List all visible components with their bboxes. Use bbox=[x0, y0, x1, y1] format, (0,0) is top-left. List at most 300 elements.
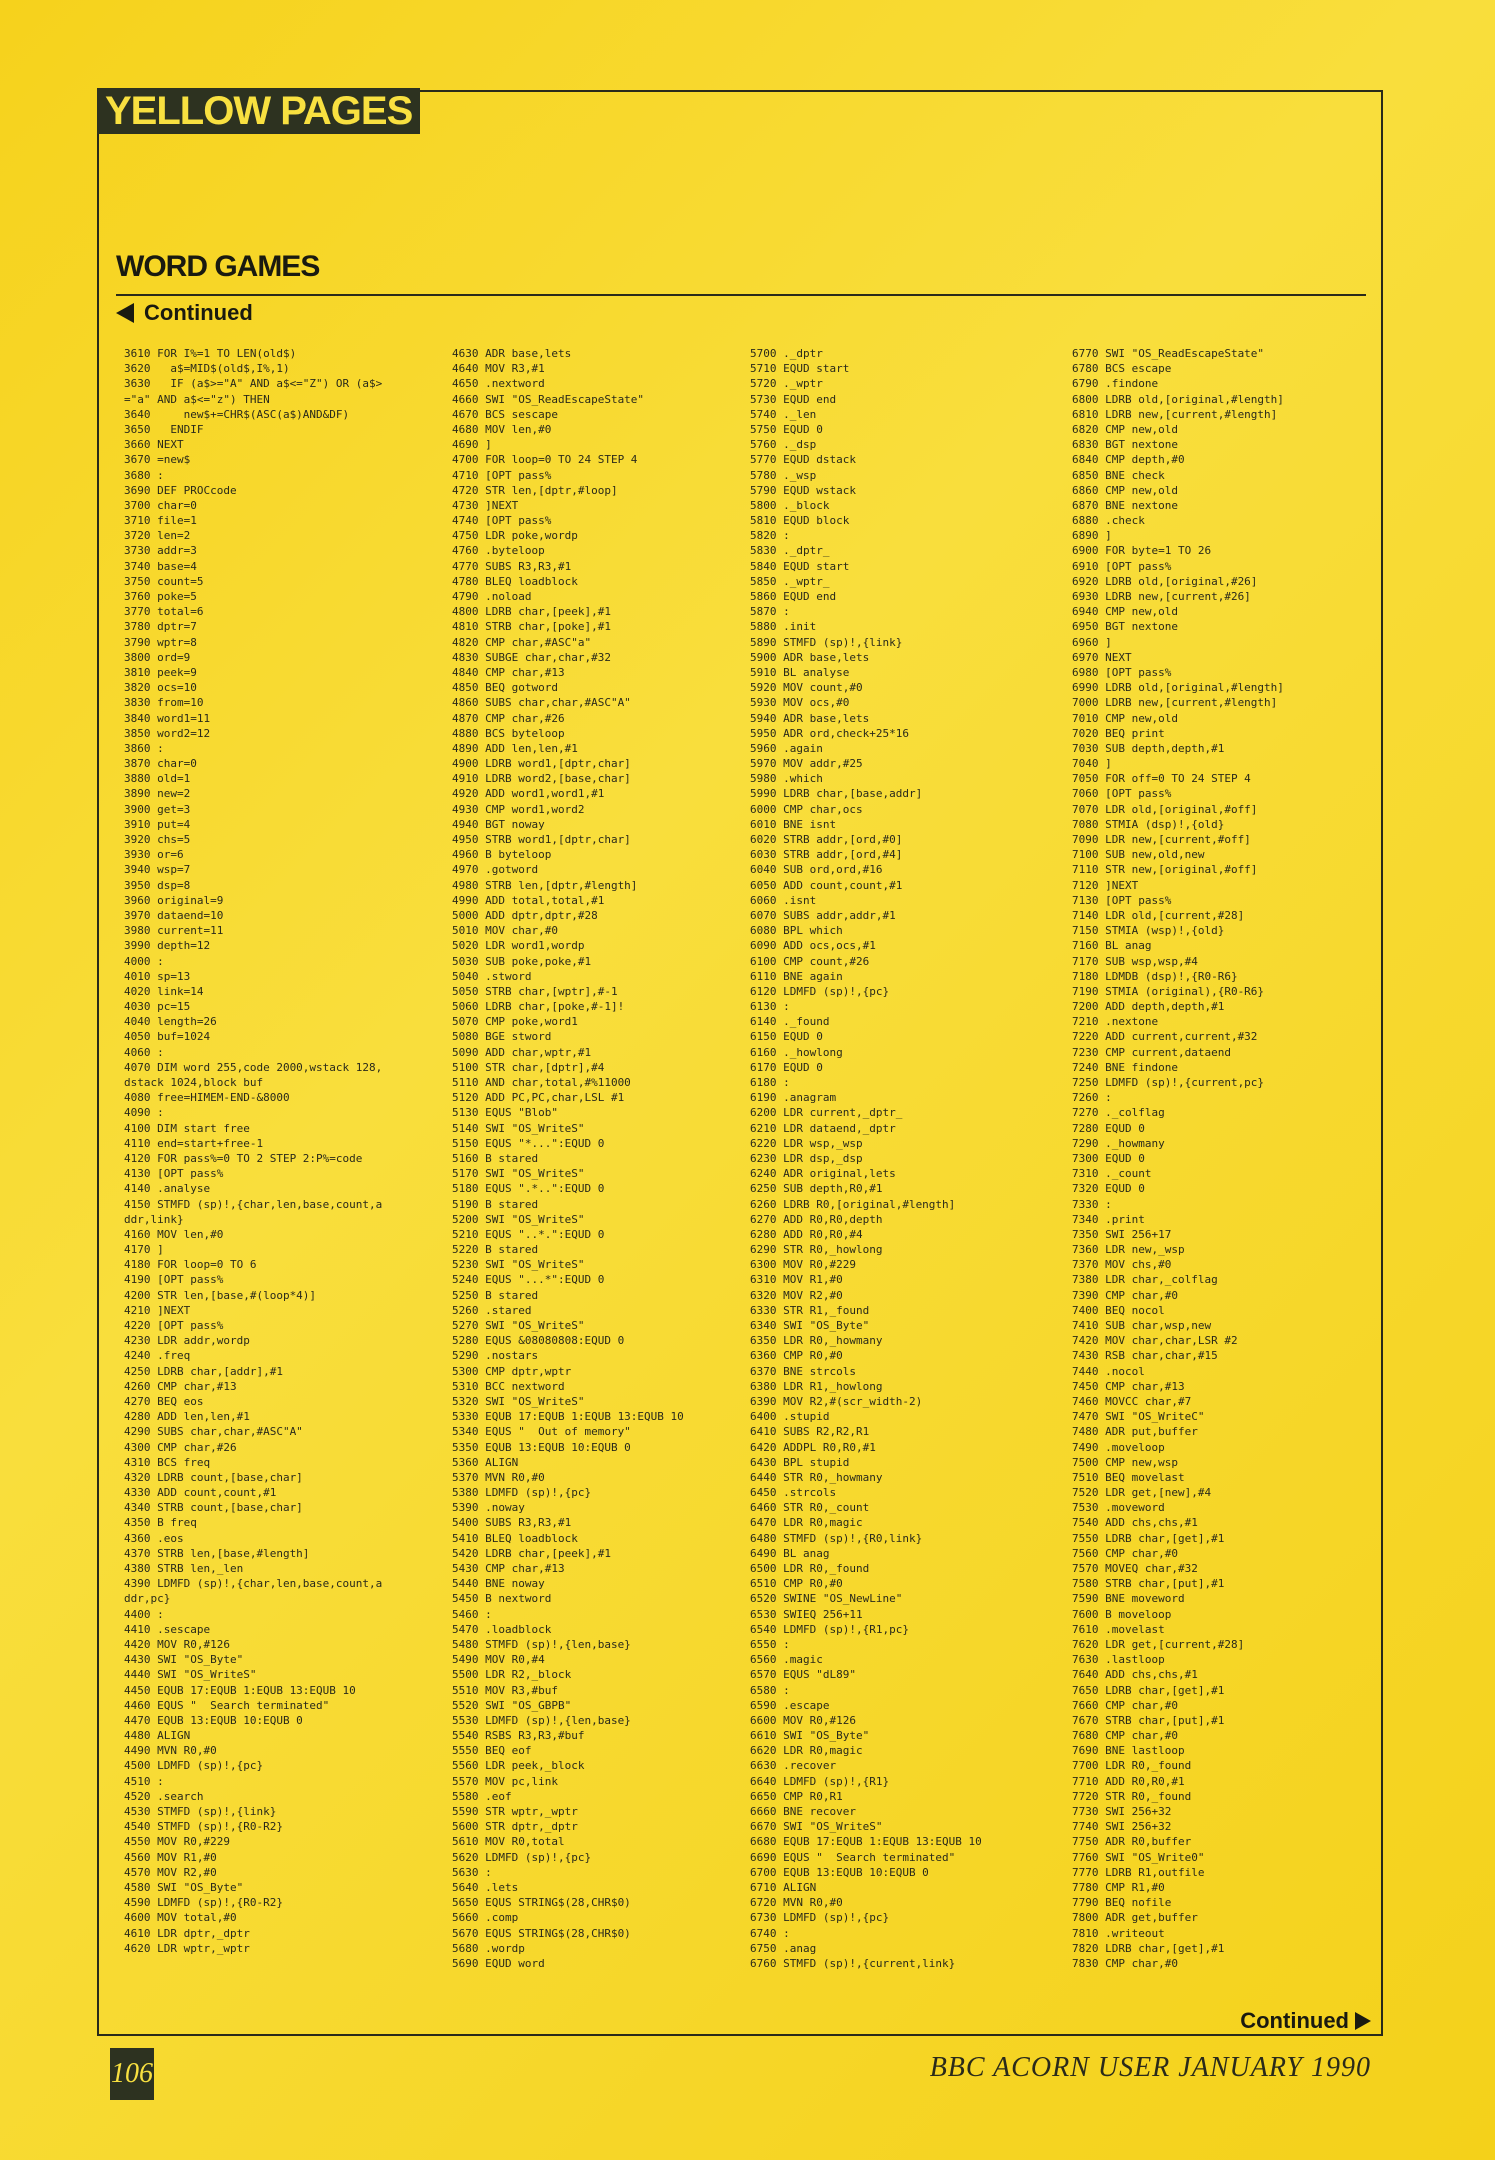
code-line: 6070 SUBS addr,addr,#1 bbox=[750, 908, 896, 922]
code-line: 3780 dptr=7 bbox=[124, 620, 197, 634]
code-line: 6550 : bbox=[750, 1637, 790, 1651]
code-line: 7490 .moveloop bbox=[1072, 1440, 1165, 1454]
continued-label: Continued bbox=[144, 300, 253, 325]
code-line: 6110 BNE again bbox=[750, 969, 843, 983]
code-line: 4670 BCS sescape bbox=[452, 407, 558, 421]
code-line: 6220 LDR wsp,_wsp bbox=[750, 1136, 863, 1150]
code-line: 4240 .freq bbox=[124, 1349, 191, 1363]
code-line: 6820 CMP new,old bbox=[1072, 422, 1178, 436]
code-line: 6170 EQUD 0 bbox=[750, 1060, 823, 1074]
code-line: 7060 [OPT pass% bbox=[1072, 787, 1172, 801]
code-line: 4730 ]NEXT bbox=[452, 498, 519, 512]
code-line: 4750 LDR poke,wordp bbox=[452, 529, 578, 543]
code-line: 6490 BL anag bbox=[750, 1546, 830, 1560]
code-line: 6000 CMP char,ocs bbox=[750, 802, 863, 816]
code-line: 6850 BNE check bbox=[1072, 468, 1165, 482]
code-line: 5890 STMFD (sp)!,{link} bbox=[750, 635, 903, 649]
code-line: 6370 BNE strcols bbox=[750, 1364, 856, 1378]
code-column-2 bbox=[452, 346, 752, 1971]
code-line: 6500 LDR R0,_found bbox=[750, 1562, 870, 1575]
code-line: 3910 put=4 bbox=[124, 817, 191, 831]
code-line: 3960 original=9 bbox=[124, 893, 224, 907]
code-line: 5260 .stared bbox=[452, 1303, 532, 1317]
code-line: 4450 EQUB 17:EQUB 1:EQUB 13:EQUB 10 bbox=[124, 1683, 356, 1697]
code-line: 4740 [OPT pass% bbox=[452, 514, 552, 528]
code-line: 7510 BEQ movelast bbox=[1072, 1470, 1185, 1484]
code-line: 5780 ._wsp bbox=[750, 468, 817, 482]
code-line: 7160 BL anag bbox=[1072, 939, 1152, 953]
code-line: 4010 sp=13 bbox=[124, 969, 191, 983]
code-line: 6330 STR R1,_found bbox=[750, 1303, 870, 1317]
code-line: 5180 EQUS ".*..":EQUD 0 bbox=[452, 1182, 605, 1196]
code-line: 4800 LDRB char,[peek],#1 bbox=[452, 605, 611, 619]
code-line: 7120 ]NEXT bbox=[1072, 878, 1139, 892]
code-line: 4020 link=14 bbox=[124, 984, 204, 998]
code-line: 6430 BPL stupid bbox=[750, 1455, 850, 1469]
code-line: 3980 current=11 bbox=[124, 924, 224, 938]
code-line: 7250 LDMFD (sp)!,{current,pc} bbox=[1072, 1076, 1265, 1089]
code-line: ddr,link} bbox=[124, 1212, 184, 1226]
code-line: 7170 SUB wsp,wsp,#4 bbox=[1072, 954, 1198, 968]
code-line: 5270 SWI "OS_WriteS" bbox=[452, 1319, 585, 1332]
code-line: 5500 LDR R2,_block bbox=[452, 1668, 572, 1682]
code-line: 5090 ADD char,wptr,#1 bbox=[452, 1045, 592, 1059]
code-line: 6410 SUBS R2,R2,R1 bbox=[750, 1425, 870, 1439]
code-line: 7220 ADD current,current,#32 bbox=[1072, 1030, 1258, 1044]
code-line: 6730 LDMFD (sp)!,{pc} bbox=[750, 1911, 890, 1925]
code-line: 5480 STMFD (sp)!,{len,base} bbox=[452, 1637, 631, 1651]
code-line: 4320 LDRB count,[base,char] bbox=[124, 1470, 303, 1484]
code-line: 5130 EQUS "Blob" bbox=[452, 1106, 558, 1120]
code-line: 7280 EQUD 0 bbox=[1072, 1121, 1145, 1135]
code-line: 3650 ENDIF bbox=[124, 422, 204, 436]
code-line: 6860 CMP new,old bbox=[1072, 483, 1178, 497]
code-line: 4520 .search bbox=[124, 1789, 204, 1803]
code-line: 4500 LDMFD (sp)!,{pc} bbox=[124, 1759, 264, 1773]
code-line: 7750 ADR R0,buffer bbox=[1072, 1835, 1192, 1849]
code-line: 6400 .stupid bbox=[750, 1410, 830, 1424]
code-line: 5010 MOV char,#0 bbox=[452, 924, 558, 938]
code-line: 7150 STMIA (wsp)!,{old} bbox=[1072, 924, 1225, 938]
code-line: 3820 ocs=10 bbox=[124, 681, 197, 695]
code-line: 3830 from=10 bbox=[124, 696, 204, 710]
code-line: 5790 EQUD wstack bbox=[750, 483, 856, 497]
code-line: 4250 LDRB char,[addr],#1 bbox=[124, 1364, 283, 1378]
code-line: 6630 .recover bbox=[750, 1759, 837, 1773]
code-line: 5060 LDRB char,[poke,#-1]! bbox=[452, 1000, 625, 1014]
code-line: 7480 ADR put,buffer bbox=[1072, 1425, 1198, 1439]
code-line: 6230 LDR dsp,_dsp bbox=[750, 1151, 863, 1165]
code-line: 5700 ._dptr bbox=[750, 347, 823, 360]
code-line: 7550 LDRB char,[get],#1 bbox=[1072, 1531, 1225, 1545]
code-line: 7770 LDRB R1,outfile bbox=[1072, 1865, 1205, 1879]
code-line: 4940 BGT noway bbox=[452, 817, 545, 831]
code-line: 5670 EQUS STRING$(28,CHR$0) bbox=[452, 1926, 631, 1940]
code-line: 6320 MOV R2,#0 bbox=[750, 1288, 843, 1302]
code-line: 5880 .init bbox=[750, 620, 817, 634]
code-line: 6090 ADD ocs,ocs,#1 bbox=[750, 939, 876, 953]
code-line: 4710 [OPT pass% bbox=[452, 468, 552, 482]
code-line: 5120 ADD PC,PC,char,LSL #1 bbox=[452, 1091, 625, 1105]
code-line: 4880 BCS byteloop bbox=[452, 726, 565, 740]
code-line: 7460 MOVCC char,#7 bbox=[1072, 1394, 1192, 1408]
code-line: 4820 CMP char,#ASC"a" bbox=[452, 635, 592, 649]
code-line: 6260 LDRB R0,[original,#length] bbox=[750, 1197, 956, 1211]
code-line: 6690 EQUS " Search terminated" bbox=[750, 1850, 956, 1864]
code-line: 3630 IF (a$>="A" AND a$<="Z") OR (a$> bbox=[124, 377, 383, 391]
code-line: 5440 BNE noway bbox=[452, 1577, 545, 1591]
code-line: 7640 ADD chs,chs,#1 bbox=[1072, 1668, 1198, 1682]
code-line: 5110 AND char,total,#%11000 bbox=[452, 1076, 631, 1089]
code-line: 5230 SWI "OS_WriteS" bbox=[452, 1258, 585, 1272]
code-line: 7400 BEQ nocol bbox=[1072, 1303, 1165, 1317]
code-line: 6700 EQUB 13:EQUB 10:EQUB 0 bbox=[750, 1865, 929, 1879]
code-line: 6570 EQUS "dL89" bbox=[750, 1668, 856, 1682]
code-line: dstack 1024,block buf bbox=[124, 1076, 264, 1089]
magazine-footer: BBC ACORN USER JANUARY 1990 bbox=[929, 2052, 1371, 2083]
code-line: 4560 MOV R1,#0 bbox=[124, 1850, 217, 1864]
code-line: 6210 LDR dataend,_dptr bbox=[750, 1121, 896, 1135]
code-line: 5360 ALIGN bbox=[452, 1455, 519, 1469]
code-line: 4770 SUBS R3,R3,#1 bbox=[452, 559, 572, 573]
code-line: 4230 LDR addr,wordp bbox=[124, 1334, 250, 1348]
code-line: 5650 EQUS STRING$(28,CHR$0) bbox=[452, 1896, 631, 1910]
code-line: 6100 CMP count,#26 bbox=[750, 954, 870, 968]
code-line: 7420 MOV char,char,LSR #2 bbox=[1072, 1334, 1238, 1348]
code-line: 3890 new=2 bbox=[124, 787, 191, 801]
code-line: 5380 LDMFD (sp)!,{pc} bbox=[452, 1486, 592, 1500]
code-line: 5550 BEQ eof bbox=[452, 1744, 532, 1758]
code-line: 3800 ord=9 bbox=[124, 650, 191, 664]
code-line: 5510 MOV R3,#buf bbox=[452, 1683, 558, 1697]
code-line: 4840 CMP char,#13 bbox=[452, 665, 565, 679]
code-line: 3690 DEF PROCcode bbox=[124, 483, 237, 497]
code-line: 6930 LDRB new,[current,#26] bbox=[1072, 590, 1251, 603]
title-rule bbox=[116, 294, 1366, 296]
code-line: 7590 BNE moveword bbox=[1072, 1592, 1185, 1606]
code-line: 3970 dataend=10 bbox=[124, 908, 224, 922]
code-line: 6360 CMP R0,#0 bbox=[750, 1349, 843, 1363]
code-line: 7450 CMP char,#13 bbox=[1072, 1379, 1185, 1393]
code-line: 4160 MOV len,#0 bbox=[124, 1227, 224, 1241]
code-line: 5430 CMP char,#13 bbox=[452, 1562, 565, 1575]
code-line: 4570 MOV R2,#0 bbox=[124, 1865, 217, 1879]
code-line: 6300 MOV R0,#229 bbox=[750, 1258, 856, 1272]
code-line: 5660 .comp bbox=[452, 1911, 519, 1925]
code-line: 6140 ._found bbox=[750, 1015, 830, 1029]
code-line: 7260 : bbox=[1072, 1091, 1112, 1105]
code-line: 5570 MOV pc,link bbox=[452, 1774, 558, 1788]
code-line: 4690 ] bbox=[452, 438, 492, 452]
code-line: 6960 ] bbox=[1072, 635, 1112, 649]
page-number: 106 bbox=[110, 2048, 154, 2100]
code-line: 4590 LDMFD (sp)!,{R0-R2} bbox=[124, 1896, 283, 1910]
code-line: 7340 .print bbox=[1072, 1212, 1145, 1226]
code-line: 7570 MOVEQ char,#32 bbox=[1072, 1562, 1198, 1575]
code-line: 7010 CMP new,old bbox=[1072, 711, 1178, 725]
code-line: 7130 [OPT pass% bbox=[1072, 893, 1172, 907]
code-line: 3770 total=6 bbox=[124, 605, 204, 619]
code-line: 7800 ADR get,buffer bbox=[1072, 1911, 1198, 1925]
code-line: 3870 char=0 bbox=[124, 757, 197, 771]
code-line: 4330 ADD count,count,#1 bbox=[124, 1486, 277, 1500]
code-line: 5490 MOV R0,#4 bbox=[452, 1653, 545, 1667]
code-line: 4580 SWI "OS_Byte" bbox=[124, 1880, 244, 1894]
code-line: 7580 STRB char,[put],#1 bbox=[1072, 1577, 1225, 1591]
code-line: 5240 EQUS "...*":EQUD 0 bbox=[452, 1273, 605, 1287]
code-line: 5720 ._wptr bbox=[750, 377, 823, 391]
code-line: 7080 STMIA (dsp)!,{old} bbox=[1072, 817, 1225, 831]
code-line: 5860 EQUD end bbox=[750, 590, 837, 603]
code-line: 4890 ADD len,len,#1 bbox=[452, 741, 578, 755]
code-line: 5030 SUB poke,poke,#1 bbox=[452, 954, 592, 968]
code-line: 5900 ADR base,lets bbox=[750, 650, 870, 664]
code-line: 5850 ._wptr_ bbox=[750, 574, 830, 588]
code-line: 4300 CMP char,#26 bbox=[124, 1440, 237, 1454]
code-line: 7100 SUB new,old,new bbox=[1072, 848, 1205, 862]
code-line: 6910 [OPT pass% bbox=[1072, 559, 1172, 573]
code-line: 7610 .movelast bbox=[1072, 1622, 1165, 1636]
code-line: 6380 LDR R1,_howlong bbox=[750, 1379, 883, 1393]
code-line: 5420 LDRB char,[peek],#1 bbox=[452, 1546, 611, 1560]
code-line: 6200 LDR current,_dptr_ bbox=[750, 1106, 903, 1120]
code-line: 6080 BPL which bbox=[750, 924, 843, 938]
code-line: 5530 LDMFD (sp)!,{len,base} bbox=[452, 1713, 631, 1727]
code-line: 6710 ALIGN bbox=[750, 1880, 817, 1894]
code-line: 5800 ._block bbox=[750, 498, 830, 512]
code-line: 6610 SWI "OS_Byte" bbox=[750, 1729, 870, 1743]
code-line: 4470 EQUB 13:EQUB 10:EQUB 0 bbox=[124, 1713, 303, 1727]
code-line: 7310 ._count bbox=[1072, 1167, 1152, 1181]
code-line: 5450 B nextword bbox=[452, 1592, 552, 1606]
code-line: 5960 .again bbox=[750, 741, 823, 755]
code-line: 3920 chs=5 bbox=[124, 833, 191, 846]
code-line: 5610 MOV R0,total bbox=[452, 1835, 565, 1849]
code-line: 5320 SWI "OS_WriteS" bbox=[452, 1394, 585, 1408]
code-line: 4540 STMFD (sp)!,{R0-R2} bbox=[124, 1820, 283, 1834]
code-line: 7440 .nocol bbox=[1072, 1364, 1145, 1378]
code-line: 7560 CMP char,#0 bbox=[1072, 1546, 1178, 1560]
code-line: 7720 STR R0,_found bbox=[1072, 1789, 1192, 1803]
code-line: 6870 BNE nextone bbox=[1072, 498, 1178, 512]
code-line: 3940 wsp=7 bbox=[124, 863, 191, 877]
code-line: 3930 or=6 bbox=[124, 848, 184, 862]
code-line: 7110 STR new,[original,#off] bbox=[1072, 863, 1258, 877]
code-line: 3640 new$+=CHR$(ASC(a$)AND&DF) bbox=[124, 407, 350, 421]
code-line: 6350 LDR R0,_howmany bbox=[750, 1334, 883, 1348]
code-line: 4350 B freq bbox=[124, 1516, 197, 1530]
code-line: 5540 RSBS R3,R3,#buf bbox=[452, 1729, 585, 1743]
code-line: 6530 SWIEQ 256+11 bbox=[750, 1607, 863, 1621]
code-line: 6980 [OPT pass% bbox=[1072, 665, 1172, 679]
code-line: 7180 LDMDB (dsp)!,{R0-R6} bbox=[1072, 969, 1238, 983]
code-line: 4530 STMFD (sp)!,{link} bbox=[124, 1805, 277, 1818]
code-line: 4410 .sescape bbox=[124, 1622, 211, 1636]
code-line: 6890 ] bbox=[1072, 529, 1112, 543]
code-line: 5770 EQUD dstack bbox=[750, 453, 856, 467]
code-line: 6750 .anag bbox=[750, 1941, 817, 1955]
code-line: 5970 MOV addr,#25 bbox=[750, 757, 863, 771]
code-line: 7390 CMP char,#0 bbox=[1072, 1288, 1178, 1302]
code-line: 6900 FOR byte=1 TO 26 bbox=[1072, 544, 1212, 558]
code-line: 4370 STRB len,[base,#length] bbox=[124, 1546, 310, 1560]
code-line: 5460 : bbox=[452, 1607, 492, 1621]
code-line: 4950 STRB word1,[dptr,char] bbox=[452, 833, 631, 846]
code-line: 4600 MOV total,#0 bbox=[124, 1911, 237, 1925]
code-line: 6290 STR R0,_howlong bbox=[750, 1243, 883, 1257]
code-line: 7670 STRB char,[put],#1 bbox=[1072, 1713, 1225, 1727]
code-line: 4680 MOV len,#0 bbox=[452, 422, 552, 436]
code-line: 7680 CMP char,#0 bbox=[1072, 1729, 1178, 1743]
code-line: 5950 ADR ord,check+25*16 bbox=[750, 726, 909, 740]
code-line: 3670 =new$ bbox=[124, 453, 191, 467]
code-line: 6440 STR R0,_howmany bbox=[750, 1470, 883, 1484]
code-column-3 bbox=[750, 346, 1050, 1971]
continued-to-next bbox=[1240, 2008, 1371, 2034]
code-line: 7200 ADD depth,depth,#1 bbox=[1072, 1000, 1225, 1014]
code-line: 5310 BCC nextword bbox=[452, 1379, 565, 1393]
code-line: 7810 .writeout bbox=[1072, 1926, 1165, 1940]
code-line: 6660 BNE recover bbox=[750, 1805, 856, 1818]
code-line: 7430 RSB char,char,#15 bbox=[1072, 1349, 1218, 1363]
code-line: 6270 ADD R0,R0,depth bbox=[750, 1212, 883, 1226]
code-line: 6790 .findone bbox=[1072, 377, 1159, 391]
code-line: 5000 ADD dptr,dptr,#28 bbox=[452, 908, 598, 922]
code-line: 4920 ADD word1,word1,#1 bbox=[452, 787, 605, 801]
code-line: 5760 ._dsp bbox=[750, 438, 817, 452]
code-line: 5050 STRB char,[wptr],#-1 bbox=[452, 984, 618, 998]
code-line: 3660 NEXT bbox=[124, 438, 184, 452]
code-line: 7730 SWI 256+32 bbox=[1072, 1805, 1172, 1818]
code-line: 7780 CMP R1,#0 bbox=[1072, 1880, 1165, 1894]
code-line: 6340 SWI "OS_Byte" bbox=[750, 1319, 870, 1332]
code-line: 5990 LDRB char,[base,addr] bbox=[750, 787, 923, 801]
code-line: 7240 BNE findone bbox=[1072, 1060, 1178, 1074]
code-line: 4640 MOV R3,#1 bbox=[452, 362, 545, 376]
code-line: 4040 length=26 bbox=[124, 1015, 217, 1029]
code-line: 4420 MOV R0,#126 bbox=[124, 1637, 230, 1651]
code-line: 5190 B stared bbox=[452, 1197, 539, 1211]
code-line: 6240 ADR original,lets bbox=[750, 1167, 896, 1181]
code-line: 4830 SUBGE char,char,#32 bbox=[452, 650, 611, 664]
code-line: 6800 LDRB old,[original,#length] bbox=[1072, 392, 1284, 406]
code-line: 7000 LDRB new,[current,#length] bbox=[1072, 696, 1278, 710]
code-line: 7830 CMP char,#0 bbox=[1072, 1956, 1178, 1970]
code-line: 3620 a$=MID$(old$,I%,1) bbox=[124, 362, 290, 376]
code-line: 4310 BCS freq bbox=[124, 1455, 211, 1469]
code-line: 7190 STMIA (original),{R0-R6} bbox=[1072, 984, 1265, 998]
code-line: 5630 : bbox=[452, 1865, 492, 1879]
code-line: 4970 .gotword bbox=[452, 863, 539, 877]
code-line: 3990 depth=12 bbox=[124, 939, 211, 953]
code-line: 4340 STRB count,[base,char] bbox=[124, 1501, 303, 1515]
code-line: 5390 .noway bbox=[452, 1501, 525, 1515]
code-line: 5340 EQUS " Out of memory" bbox=[452, 1425, 631, 1439]
code-line: 6950 BGT nextone bbox=[1072, 620, 1178, 634]
code-line: 6460 STR R0,_count bbox=[750, 1501, 870, 1515]
code-line: 4130 [OPT pass% bbox=[124, 1167, 224, 1181]
code-line: 5840 EQUD start bbox=[750, 559, 850, 573]
code-line: 7740 SWI 256+32 bbox=[1072, 1820, 1172, 1834]
code-line: 7050 FOR off=0 TO 24 STEP 4 bbox=[1072, 772, 1251, 786]
code-line: 4790 .noload bbox=[452, 590, 532, 603]
code-line: 6670 SWI "OS_WriteS" bbox=[750, 1820, 883, 1834]
code-line: 4660 SWI "OS_ReadEscapeState" bbox=[452, 392, 645, 406]
code-line: 3730 addr=3 bbox=[124, 544, 197, 558]
code-line: 5400 SUBS R3,R3,#1 bbox=[452, 1516, 572, 1530]
code-line: 4620 LDR wptr,_wptr bbox=[124, 1941, 250, 1955]
code-line: 4760 .byteloop bbox=[452, 544, 545, 558]
code-line: 5080 BGE stword bbox=[452, 1030, 552, 1044]
section-banner: YELLOW PAGES bbox=[97, 88, 420, 134]
code-line: 3950 dsp=8 bbox=[124, 878, 191, 892]
code-line: 5740 ._len bbox=[750, 407, 817, 421]
code-line: 7530 .moveword bbox=[1072, 1501, 1165, 1515]
code-line: 7350 SWI 256+17 bbox=[1072, 1227, 1172, 1241]
code-line: 3740 base=4 bbox=[124, 559, 197, 573]
code-line: 7040 ] bbox=[1072, 757, 1112, 771]
code-line: 4390 LDMFD (sp)!,{char,len,base,count,a bbox=[124, 1577, 383, 1591]
code-line: 6600 MOV R0,#126 bbox=[750, 1713, 856, 1727]
code-line: 4190 [OPT pass% bbox=[124, 1273, 224, 1287]
code-line: 5640 .lets bbox=[452, 1880, 519, 1894]
code-line: 7020 BEQ print bbox=[1072, 726, 1165, 740]
code-line: 4700 FOR loop=0 TO 24 STEP 4 bbox=[452, 453, 638, 467]
code-line: 4910 LDRB word2,[base,char] bbox=[452, 772, 631, 786]
code-line: 3610 FOR I%=1 TO LEN(old$) bbox=[124, 347, 297, 360]
code-line: 6720 MVN R0,#0 bbox=[750, 1896, 843, 1910]
code-line: 4440 SWI "OS_WriteS" bbox=[124, 1668, 257, 1682]
code-line: 3850 word2=12 bbox=[124, 726, 211, 740]
code-line: 7030 SUB depth,depth,#1 bbox=[1072, 741, 1225, 755]
code-line: 4050 buf=1024 bbox=[124, 1030, 211, 1044]
code-line: 5210 EQUS "..*.":EQUD 0 bbox=[452, 1227, 605, 1241]
code-line: 6390 MOV R2,#(scr_width-2) bbox=[750, 1394, 923, 1408]
code-line: 7620 LDR get,[current,#28] bbox=[1072, 1637, 1245, 1651]
code-line: 5750 EQUD 0 bbox=[750, 422, 823, 436]
code-line: 6010 BNE isnt bbox=[750, 817, 837, 831]
code-line: 3840 word1=11 bbox=[124, 711, 211, 725]
code-line: 6510 CMP R0,#0 bbox=[750, 1577, 843, 1591]
code-line: 7140 LDR old,[current,#28] bbox=[1072, 908, 1245, 922]
code-line: 6920 LDRB old,[original,#26] bbox=[1072, 574, 1258, 588]
code-line: 5300 CMP dptr,wptr bbox=[452, 1364, 572, 1378]
code-line: 6030 STRB addr,[ord,#4] bbox=[750, 848, 903, 862]
code-line: 6620 LDR R0,magic bbox=[750, 1744, 863, 1758]
code-line: 4120 FOR pass%=0 TO 2 STEP 2:P%=code bbox=[124, 1151, 363, 1165]
code-line: 4430 SWI "OS_Byte" bbox=[124, 1653, 244, 1667]
code-line: 6560 .magic bbox=[750, 1653, 823, 1667]
code-line: 5280 EQUS &08080808:EQUD 0 bbox=[452, 1334, 625, 1348]
article-title: WORD GAMES bbox=[116, 250, 320, 283]
code-line: 6150 EQUD 0 bbox=[750, 1030, 823, 1044]
code-line: 5250 B stared bbox=[452, 1288, 539, 1302]
code-line: 4280 ADD len,len,#1 bbox=[124, 1410, 250, 1424]
code-line: 5710 EQUD start bbox=[750, 362, 850, 376]
code-line: 4180 FOR loop=0 TO 6 bbox=[124, 1258, 257, 1272]
code-line: 7290 ._howmany bbox=[1072, 1136, 1165, 1150]
code-line: 7710 ADD R0,R0,#1 bbox=[1072, 1774, 1185, 1788]
code-line: 7540 ADD chs,chs,#1 bbox=[1072, 1516, 1198, 1530]
code-line: 7360 LDR new,_wsp bbox=[1072, 1243, 1185, 1257]
code-line: 4380 STRB len,_len bbox=[124, 1562, 244, 1575]
code-line: 5370 MVN R0,#0 bbox=[452, 1470, 545, 1484]
code-line: 4480 ALIGN bbox=[124, 1729, 191, 1743]
code-line: 7820 LDRB char,[get],#1 bbox=[1072, 1941, 1225, 1955]
code-line: 4290 SUBS char,char,#ASC"A" bbox=[124, 1425, 303, 1439]
code-line: 3720 len=2 bbox=[124, 529, 191, 543]
code-line: 5600 STR dptr,_dptr bbox=[452, 1820, 578, 1834]
